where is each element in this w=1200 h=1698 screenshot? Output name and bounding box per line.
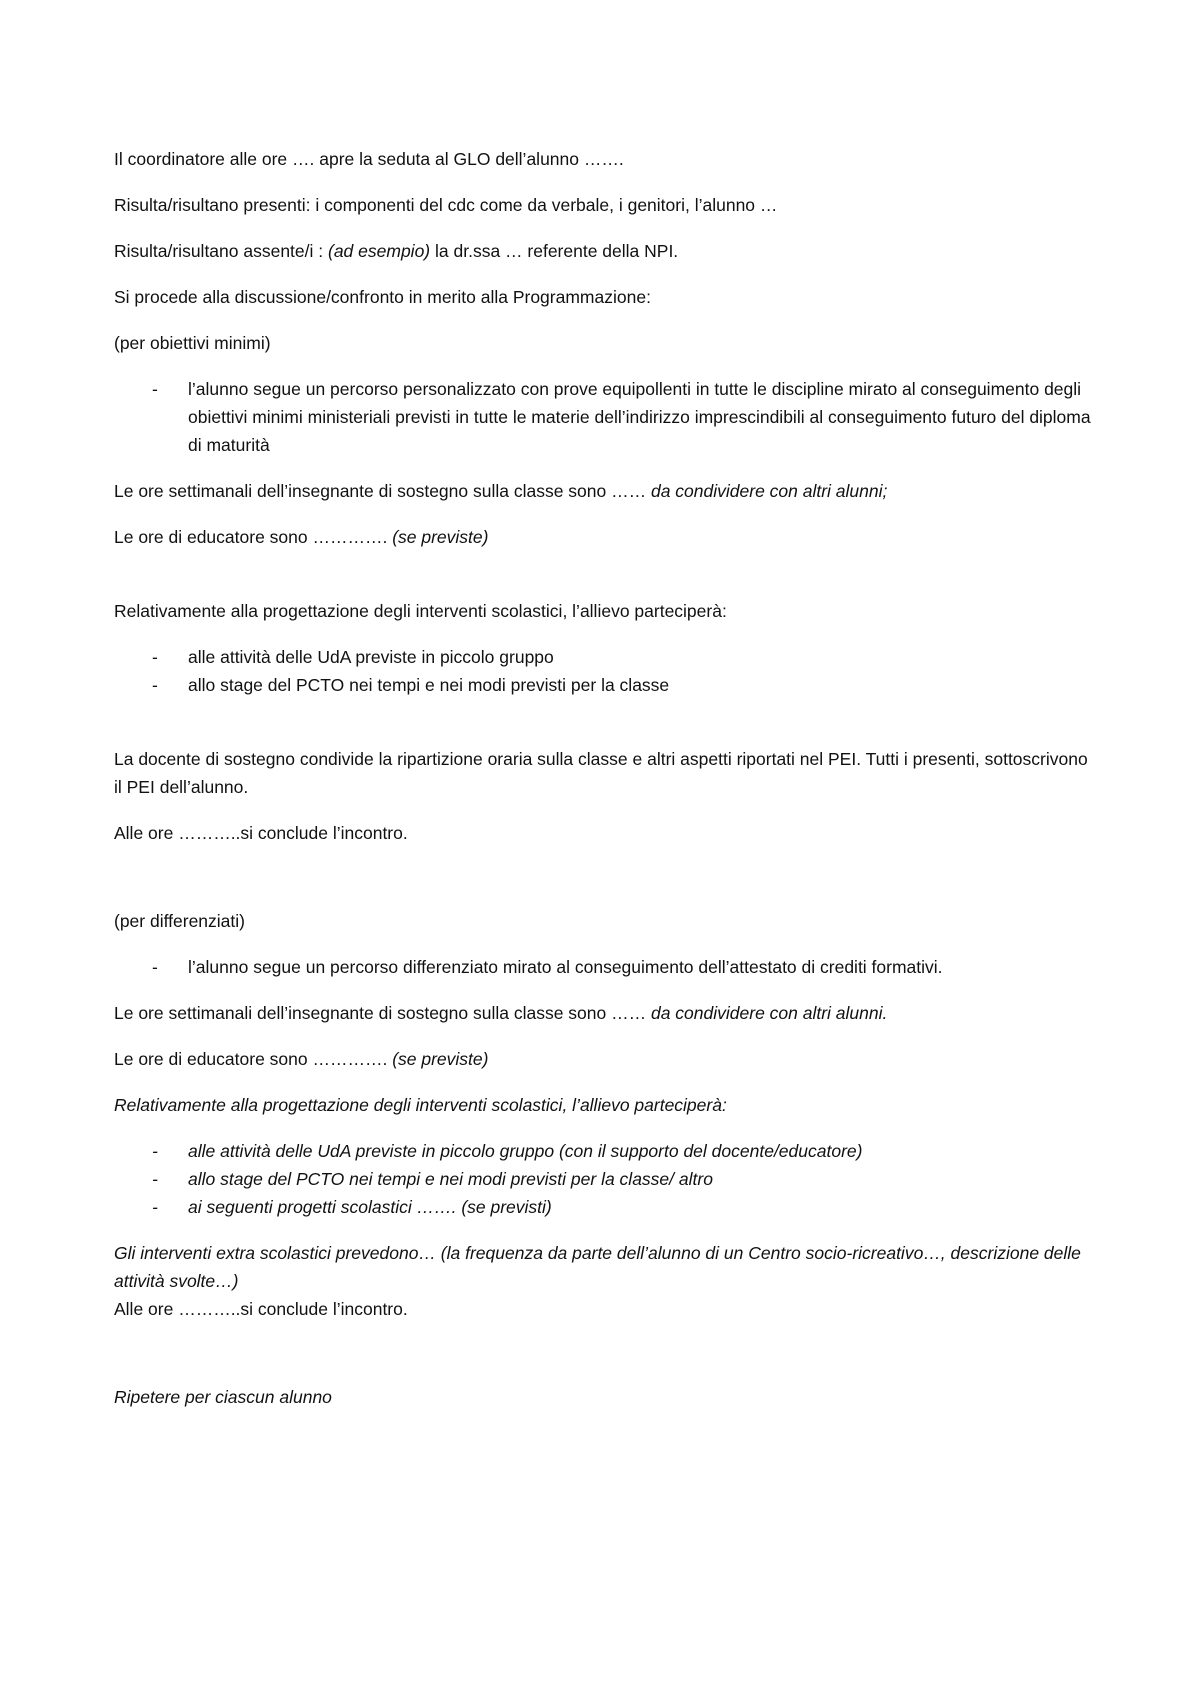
differenziati-progettazione: Relativamente alla progettazione degli interventi scolastici, l’allievo parteciperà: bbox=[114, 1095, 727, 1115]
educator-hours-note: (se previste) bbox=[392, 527, 489, 547]
dash-bullet: - bbox=[152, 1169, 158, 1189]
minimi-progettazione: Relativamente alla progettazione degli interventi scolastici, l’allievo parteciperà: bbox=[114, 601, 727, 621]
differenziati-heading: (per differenziati) bbox=[114, 911, 245, 931]
minimi-support-hours bbox=[114, 477, 1094, 505]
support-hours-label: Le ore settimanali dell’insegnante di sostegno sulla classe sono …… bbox=[114, 481, 651, 501]
list-item bbox=[114, 375, 1094, 459]
differenziati-extra: Gli interventi extra scolastici prevedono… (la frequenza da parte dell’alunno di un Centro socio-ricreativo…, descrizione delle attività svolte…) bbox=[114, 1243, 1081, 1291]
list-item bbox=[114, 1193, 1094, 1221]
differenziati-list bbox=[114, 953, 1094, 981]
list-item-text: l’alunno segue un percorso personalizzato con prove equipollenti in tutte le discipline mirato al conseguimento degli obiettivi minimi ministeriali previsti in tutte le materie dell’indirizzo imprescindibili al conseguimento futuro del diploma di maturità bbox=[188, 379, 1091, 455]
minimi-ripartizione: La docente di sostegno condivide la ripartizione oraria sulla classe e altri aspetti riportati nel PEI. Tutti i presenti, sottoscrivono il PEI dell’alunno. bbox=[114, 749, 1088, 797]
attendees-present-paragraph: Risulta/risultano presenti: i componenti del cdc come da verbale, i genitori, l’alunno … bbox=[114, 195, 778, 215]
dash-bullet: - bbox=[152, 675, 158, 695]
minimi-conclusione: Alle ore ………..si conclude l’incontro. bbox=[114, 823, 408, 843]
differenziati-conclusione: Alle ore ………..si conclude l’incontro. bbox=[114, 1299, 408, 1319]
support-hours-note: da condividere con altri alunni; bbox=[650, 481, 888, 501]
differenziati-activities-list bbox=[114, 1137, 1094, 1221]
list-item-text: allo stage del PCTO nei tempi e nei modi previsti per la classe bbox=[188, 675, 670, 695]
dash-bullet: - bbox=[152, 1197, 158, 1217]
educator-hours-label: Le ore di educatore sono …………. bbox=[114, 1049, 393, 1069]
list-item bbox=[114, 643, 1094, 671]
list-item bbox=[114, 1165, 1094, 1193]
dash-bullet: - bbox=[152, 957, 158, 977]
minimi-educator-hours bbox=[114, 523, 1094, 551]
minimi-activities-list bbox=[114, 643, 1094, 699]
educator-hours-label: Le ore di educatore sono …………. bbox=[114, 527, 393, 547]
absent-label: Risulta/risultano assente/i : bbox=[114, 241, 328, 261]
minimi-heading: (per obiettivi minimi) bbox=[114, 333, 271, 353]
footer-note: Ripetere per ciascun alunno bbox=[114, 1387, 332, 1407]
list-item bbox=[114, 671, 1094, 699]
dash-bullet: - bbox=[152, 647, 158, 667]
educator-hours-note: (se previste) bbox=[392, 1049, 489, 1069]
support-hours-note: da condividere con altri alunni. bbox=[650, 1003, 888, 1023]
list-item-text: ai seguenti progetti scolastici ……. (se previsti) bbox=[188, 1197, 552, 1217]
document-body bbox=[114, 145, 1094, 1429]
absent-example: (ad esempio) bbox=[328, 241, 431, 261]
opening-paragraph: Il coordinatore alle ore …. apre la seduta al GLO dell’alunno ……. bbox=[114, 149, 624, 169]
list-item-text: alle attività delle UdA previste in piccolo gruppo (con il supporto del docente/educatore) bbox=[188, 1141, 863, 1161]
differenziati-support-hours bbox=[114, 999, 1094, 1027]
support-hours-label: Le ore settimanali dell’insegnante di sostegno sulla classe sono …… bbox=[114, 1003, 651, 1023]
absent-detail: la dr.ssa … referente della NPI. bbox=[430, 241, 679, 261]
list-item bbox=[114, 1137, 1094, 1165]
list-item-text: alle attività delle UdA previste in piccolo gruppo bbox=[188, 647, 554, 667]
dash-bullet: - bbox=[152, 379, 158, 399]
discussion-paragraph: Si procede alla discussione/confronto in merito alla Programmazione: bbox=[114, 287, 651, 307]
list-item-text: l’alunno segue un percorso differenziato mirato al conseguimento dell’attestato di crediti formativi. bbox=[188, 957, 943, 977]
differenziati-educator-hours bbox=[114, 1045, 1094, 1073]
list-item bbox=[114, 953, 1094, 981]
minimi-list bbox=[114, 375, 1094, 459]
attendees-absent-paragraph bbox=[114, 237, 1094, 265]
list-item-text: allo stage del PCTO nei tempi e nei modi previsti per la classe/ altro bbox=[188, 1169, 713, 1189]
dash-bullet: - bbox=[152, 1141, 158, 1161]
